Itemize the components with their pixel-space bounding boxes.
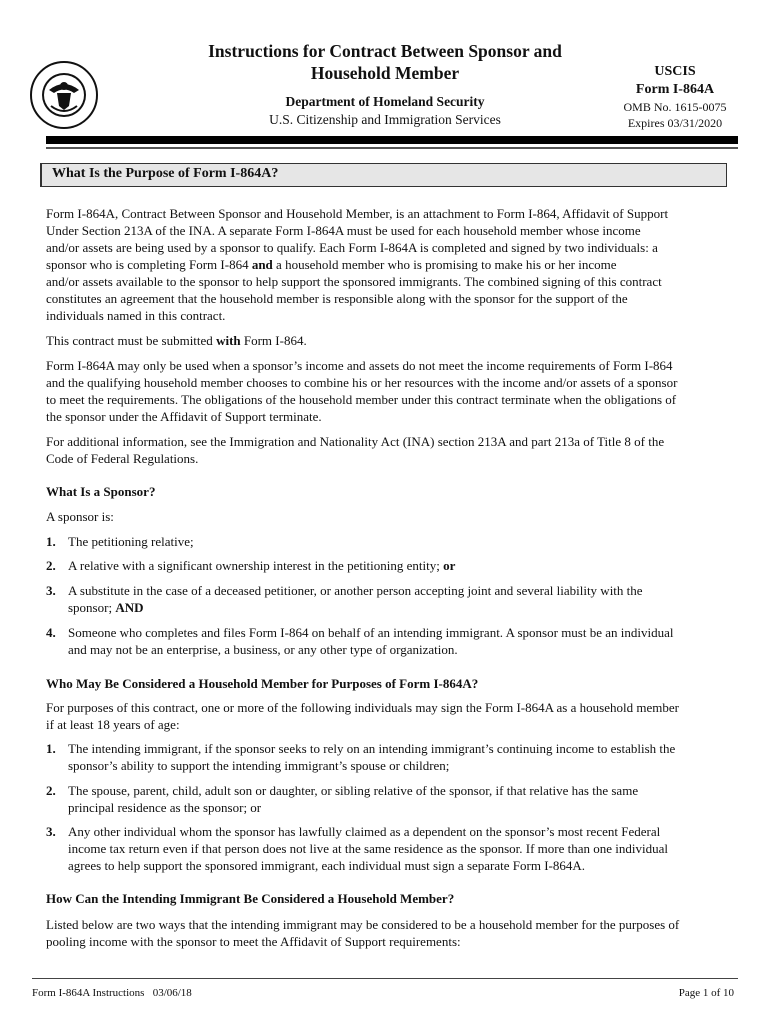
text-line: if at least 18 years of age: bbox=[46, 717, 180, 732]
bold-text: and bbox=[251, 257, 273, 272]
text: a household member who is promising to make his or her income bbox=[272, 257, 617, 272]
text-line: For additional information, see the Immigration and Nationality Act (INA) section 213A and part 213a of Title 8 of the bbox=[46, 434, 665, 449]
text-line bbox=[68, 599, 643, 616]
text-line bbox=[68, 557, 455, 574]
text-line: The intending immigrant, if the sponsor seeks to rely on an intending immigrant’s continuing income to establish the bbox=[68, 741, 676, 756]
list-item bbox=[46, 823, 736, 874]
section-header-box bbox=[40, 163, 727, 187]
text-line: constitutes an agreement that the household member is responsible along with the sponsor for the support of the bbox=[46, 291, 628, 306]
text-line: The spouse, parent, child, adult son or daughter, or sibling relative of the sponsor, if that relative has the same bbox=[68, 783, 639, 798]
text-line: agrees to help support the sponsored immigrant, each individual must sign a separate Form I-864A. bbox=[68, 858, 585, 873]
title-line-1: Instructions for Contract Between Sponsor and bbox=[208, 41, 562, 61]
text-line: Any other individual whom the sponsor has lawfully claimed as a dependent on the sponsor’s most recent Federal bbox=[68, 824, 661, 839]
expiration-date: Expires 03/31/2020 bbox=[627, 116, 723, 130]
text-line: the sponsor under the Affidavit of Support terminate. bbox=[46, 409, 322, 424]
omb-number: OMB No. 1615-0075 bbox=[623, 100, 727, 114]
text-line: The petitioning relative; bbox=[68, 534, 194, 549]
text-line: individuals named in this contract. bbox=[46, 308, 226, 323]
text-line bbox=[46, 256, 736, 273]
list-item bbox=[46, 582, 736, 616]
text-line: sponsor’s ability to support the intending immigrant’s spouse or children; bbox=[68, 758, 450, 773]
header-rule-thin bbox=[46, 147, 738, 149]
list-item bbox=[46, 533, 736, 550]
household-intro bbox=[46, 699, 736, 733]
text-line: income tax return even if that person does not live at the same residence as the sponsor. If more than one individual bbox=[68, 841, 668, 856]
footer-rule bbox=[32, 978, 738, 979]
text-line: and may not be an enterprise, a business, or any other type of organization. bbox=[68, 642, 458, 657]
immigrant-intro bbox=[46, 916, 736, 950]
immigrant-heading: How Can the Intending Immigrant Be Considered a Household Member? bbox=[46, 891, 455, 906]
text: sponsor who is completing Form I-864 bbox=[46, 257, 252, 272]
text-line: pooling income with the sponsor to meet the Affidavit of Support requirements: bbox=[46, 934, 461, 949]
bold-text: with bbox=[216, 333, 241, 348]
text-line: For purposes of this contract, one or more of the following individuals may sign the Form I-864A as a household member bbox=[46, 700, 679, 715]
department-name: Department of Homeland Security bbox=[285, 94, 485, 109]
title-line-2: Household Member bbox=[310, 63, 460, 83]
text-line: principal residence as the sponsor; or bbox=[68, 800, 262, 815]
text: sponsor; bbox=[68, 600, 116, 615]
sponsor-intro: A sponsor is: bbox=[46, 509, 114, 524]
list-item bbox=[46, 782, 736, 816]
text-line: and/or assets are being used by a sponsor to qualify. Each Form I-864A is completed and signed by two individuals: a bbox=[46, 240, 658, 255]
list-item bbox=[46, 624, 736, 658]
section-title: What Is the Purpose of Form I-864A? bbox=[52, 166, 279, 181]
header-rule-thick bbox=[46, 136, 738, 144]
list-number: 2. bbox=[46, 558, 56, 573]
text-line: and the qualifying household member chooses to combine his or her resources with the income and/or assets of a sponsor bbox=[46, 375, 678, 390]
purpose-paragraph-4 bbox=[46, 433, 736, 467]
text-line: Under Section 213A of the INA. A separate Form I-864A must be used for each household member whose income bbox=[46, 223, 641, 238]
page-number: Page 1 of 10 bbox=[678, 987, 734, 999]
household-heading: Who May Be Considered a Household Member for Purposes of Form I-864A? bbox=[46, 676, 479, 691]
bold-text: or bbox=[443, 558, 456, 573]
bold-text: AND bbox=[115, 600, 144, 615]
purpose-paragraph-3 bbox=[46, 357, 736, 425]
text-line: Listed below are two ways that the intending immigrant may be considered to be a household member for the purposes of bbox=[46, 917, 680, 932]
text-line bbox=[46, 332, 736, 349]
purpose-paragraph-1 bbox=[46, 205, 736, 324]
form-number: Form I-864A bbox=[635, 82, 715, 97]
text: This contract must be submitted bbox=[46, 333, 217, 348]
text-line: Form I-864A may only be used when a sponsor’s income and assets do not meet the income requirements of Form I-864 bbox=[46, 358, 673, 373]
footer-form-info: Form I-864A Instructions 03/06/18 bbox=[32, 987, 192, 999]
sponsor-heading: What Is a Sponsor? bbox=[46, 484, 156, 499]
text-line: Someone who completes and files Form I-864 on behalf of an intending immigrant. A sponsor must be an individual bbox=[68, 625, 674, 640]
list-number: 3. bbox=[46, 824, 56, 839]
list-number: 3. bbox=[46, 583, 56, 598]
list-number: 2. bbox=[46, 783, 56, 798]
list-number: 1. bbox=[46, 534, 56, 549]
text-line: and/or assets available to the sponsor to help support the sponsored immigrants. The combined signing of this contract bbox=[46, 274, 662, 289]
list-number: 1. bbox=[46, 741, 56, 756]
list-item bbox=[46, 740, 736, 774]
agency-abbr: USCIS bbox=[654, 64, 696, 79]
agency-name: U.S. Citizenship and Immigration Services bbox=[269, 112, 501, 127]
text: Form I-864. bbox=[240, 333, 307, 348]
text-line: to meet the requirements. The obligations of the household member under this contract terminate when the obligations of bbox=[46, 392, 677, 407]
list-item bbox=[46, 557, 736, 574]
text-line: Form I-864A, Contract Between Sponsor and Household Member, is an attachment to Form I-864, Affidavit of Support bbox=[46, 206, 669, 221]
text-line: Code of Federal Regulations. bbox=[46, 451, 199, 466]
text-line: A substitute in the case of a deceased petitioner, or another person accepting joint and several liability with the bbox=[68, 583, 643, 598]
text: A relative with a significant ownership interest in the petitioning entity; bbox=[68, 558, 444, 573]
purpose-paragraph-2 bbox=[46, 332, 736, 349]
list-number: 4. bbox=[46, 625, 56, 640]
